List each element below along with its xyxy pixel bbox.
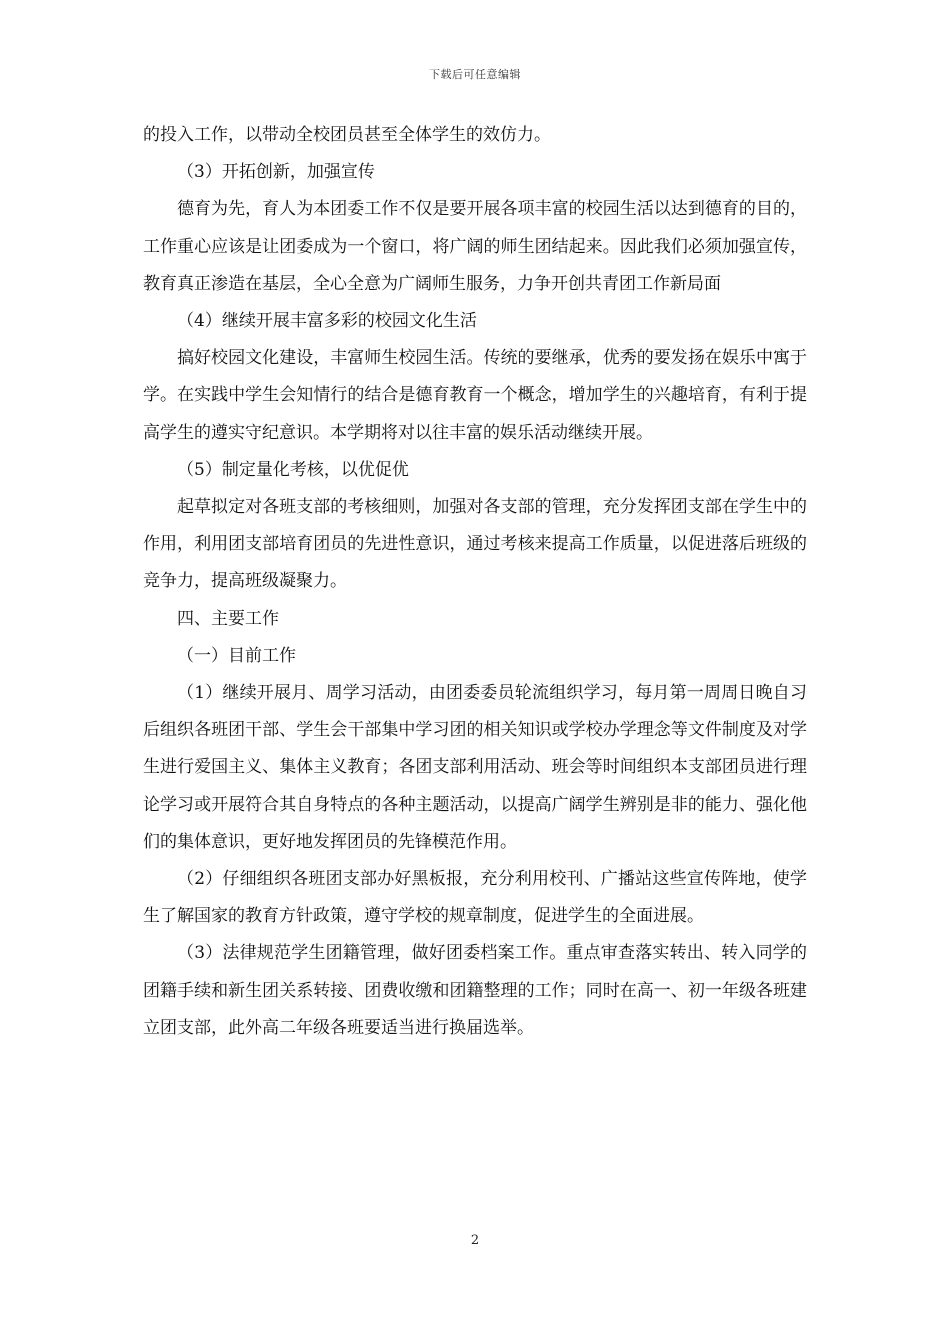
paragraph: 搞好校园文化建设，丰富师生校园生活。传统的要继承，优秀的要发扬在娱乐中寓于学。在实践中学生会知情行的结合是德育教育一个概念，增加学生的兴趣培育，有利于提高学生的遵实守纪意识。本学期将对以往丰富的娱乐活动继续开展。: [143, 348, 807, 443]
subsection-heading: （一）目前工作: [177, 645, 296, 666]
page-number: 2: [470, 1233, 480, 1248]
paragraph: 德育为先，育人为本团委工作不仅是要开展各项丰富的校园生活以达到德育的目的，工作重心应该是让团委成为一个窗口，将广阔的师生团结起来。因此我们必须加强宣传，教育真正渗造在基层，全心全意为广阔师生服务，力争开创共青团工作新局面: [143, 199, 807, 294]
paragraph: （1）继续开展月、周学习活动，由团委委员轮流组织学习，每月第一周周日晚自习后组织各班团干部、学生会干部集中学习团的相关知识或学校办学理念等文件制度及对学生进行爱国主义、集体主义教育；各团支部利用活动、班会等时间组织本支部团员进行理论学习或开展符合其自身特点的各种主题活动，以提高广阔学生辨别是非的能力、强化他们的集体意识，更好地发挥团员的先锋模范作用。: [143, 683, 807, 852]
section-heading: 四、主要工作: [177, 608, 279, 629]
subheading-4: （4）继续开展丰富多彩的校园文化生活: [177, 311, 477, 332]
paragraph: （2）仔细组织各班团支部办好黑板报，充分利用校刊、广播站这些宣传阵地，使学生了解国家的教育方针政策，遵守学校的规章制度，促进学生的全面进展。: [143, 869, 807, 927]
paragraph: （3）法律规范学生团籍管理，做好团委档案工作。重点审查落实转出、转入同学的团籍手续和新生团关系转接、团费收缴和团籍整理的工作；同时在高一、初一年级各班建立团支部，此外高二年级各班要适当进行换届选举。: [143, 943, 807, 1038]
subheading-3: （3）开拓创新，加强宣传: [177, 162, 375, 183]
paragraph: 起草拟定对各班支部的考核细则，加强对各支部的管理，充分发挥团支部在学生中的作用，利用团支部培育团员的先进性意识，通过考核来提高工作质量，以促进落后班级的竞争力，提高班级凝聚力。: [143, 497, 807, 592]
subheading-5: （5）制定量化考核，以优促优: [177, 459, 409, 480]
paragraph-continuation: 的投入工作，以带动全校团员甚至全体学生的效仿力。: [143, 125, 551, 145]
page-header: 下载后可任意编辑: [429, 68, 521, 81]
document-body: [143, 117, 807, 1047]
